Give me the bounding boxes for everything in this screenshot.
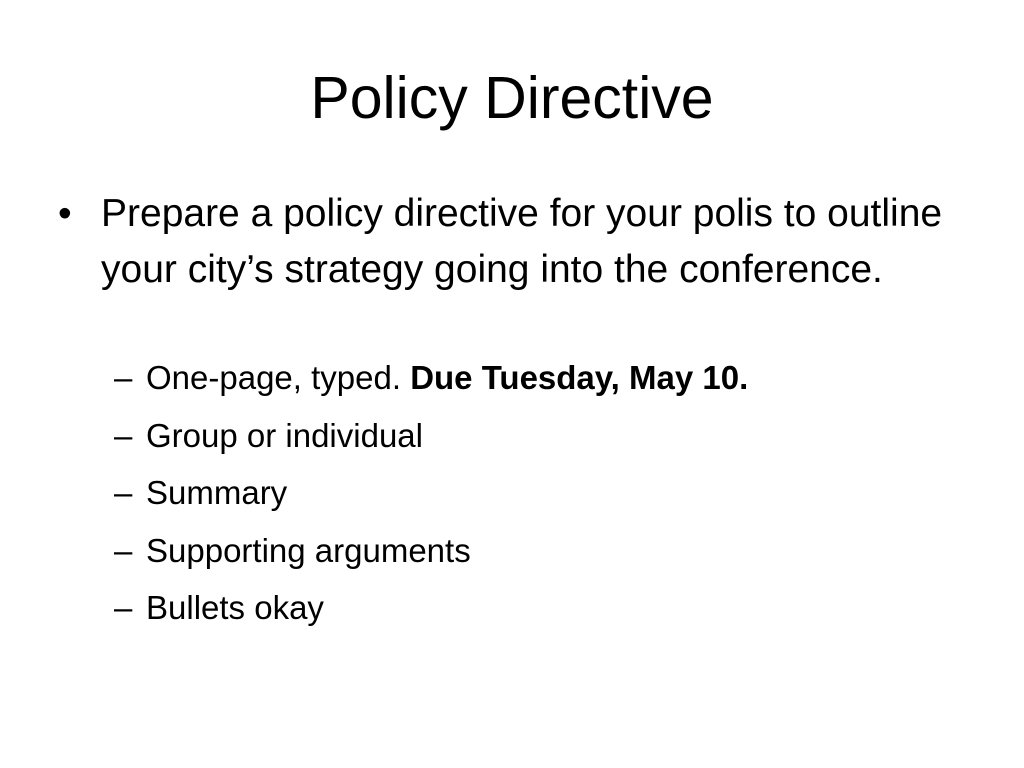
sub-bullet-text: Summary [146, 474, 288, 511]
sub-bullet-text: Bullets okay [146, 589, 324, 626]
bullet-marker: • [58, 192, 72, 235]
due-date-text: Due Tuesday, May 10. [410, 359, 749, 396]
sub-bullet-item [114, 588, 974, 646]
sub-bullet-text: One-page, typed. [146, 359, 411, 396]
main-bullet [58, 186, 958, 298]
dash-marker: – [114, 589, 133, 626]
dash-marker: – [114, 531, 133, 569]
slide-title: Policy Directive [310, 65, 714, 131]
main-bullet-text: Prepare a policy directive for your polis to outline your city’s strategy going into the conference. [101, 192, 943, 291]
sub-bullet-item [114, 416, 974, 474]
dash-marker: – [114, 474, 133, 511]
sub-bullet-list [114, 358, 974, 646]
sub-bullet-text: Supporting arguments [146, 531, 471, 569]
sub-bullet-item [114, 358, 974, 416]
sub-bullet-item [114, 531, 974, 589]
sub-bullet-text: Group or individual [146, 416, 423, 454]
dash-marker: – [114, 416, 133, 454]
sub-bullet-item [114, 473, 974, 531]
dash-marker: – [114, 359, 133, 396]
